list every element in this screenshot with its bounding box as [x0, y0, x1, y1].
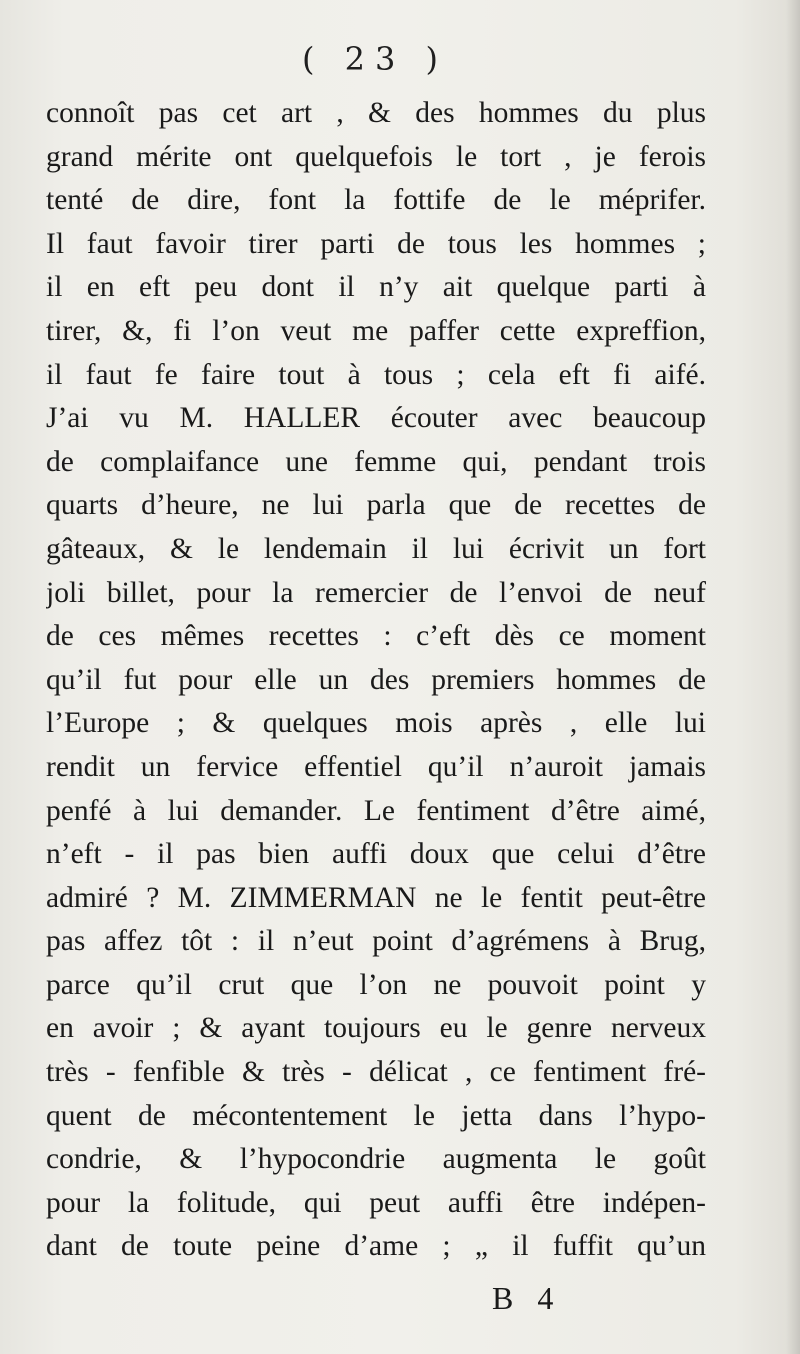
page-edge-shadow — [786, 0, 800, 1354]
text-line: qu’il fut pour elle un des premiers hommes de — [46, 663, 706, 696]
text-line: J’ai vu M. HALLER écouter avec beaucoup — [46, 402, 706, 435]
text-line: l’Europe ; & quelques mois après , elle lui — [46, 707, 706, 740]
text-line: il en eft peu dont il n’y ait quelque parti à — [46, 271, 706, 304]
text-line: en avoir ; & ayant toujours eu le genre nerveux — [46, 1012, 706, 1045]
signature-mark: B 4 — [492, 1280, 562, 1316]
text-line: gâteaux, & le lendemain il lui écrivit un fort — [46, 532, 706, 565]
text-line: rendit un fervice effentiel qu’il n’auroit jamais — [46, 750, 706, 783]
text-line: il faut fe faire tout à tous ; cela eft fi aifé. — [46, 358, 706, 391]
body-text — [46, 92, 706, 1269]
text-line: grand mérite ont quelquefois le tort , je ferois — [46, 140, 706, 173]
page-number: ( 23 ) — [301, 40, 449, 78]
text-line: parce qu’il crut que l’on ne pouvoit point y — [46, 968, 706, 1001]
text-line: n’eft - il pas bien auffi doux que celui d’être — [46, 838, 706, 871]
text-line: admiré ? M. ZIMMERMAN ne le fentit peut-être — [46, 881, 706, 914]
text-line: très - fenfible & très - délicat , ce fentiment fré- — [46, 1056, 706, 1089]
text-line: dant de toute peine d’ame ; „ il fuffit qu’un — [46, 1230, 706, 1263]
text-line: de ces mêmes recettes : c’eft dès ce moment — [46, 620, 706, 653]
text-line: condrie, & l’hypocondrie augmenta le goût — [46, 1143, 706, 1176]
text-line: quarts d’heure, ne lui parla que de recettes de — [46, 489, 706, 522]
text-line: connoît pas cet art , & des hommes du plus — [46, 97, 706, 129]
text-line: tenté de dire, font la fottife de le méprifer. — [46, 184, 706, 217]
text-line: pas affez tôt : il n’eut point d’agrémens à Brug, — [46, 925, 706, 958]
text-line: tirer, &, fi l’on veut me paffer cette expreffion, — [46, 314, 706, 347]
text-line: pour la folitude, qui peut auffi être indépen- — [46, 1186, 706, 1219]
text-line: penfé à lui demander. Le fentiment d’être aimé, — [46, 794, 706, 827]
text-line: quent de mécontentement le jetta dans l’hypo- — [46, 1099, 706, 1132]
text-line: de complaifance une femme qui, pendant trois — [46, 445, 706, 478]
text-line: joli billet, pour la remercier de l’envoi de neuf — [46, 576, 706, 609]
text-line: Il faut favoir tirer parti de tous les hommes ; — [46, 227, 706, 260]
